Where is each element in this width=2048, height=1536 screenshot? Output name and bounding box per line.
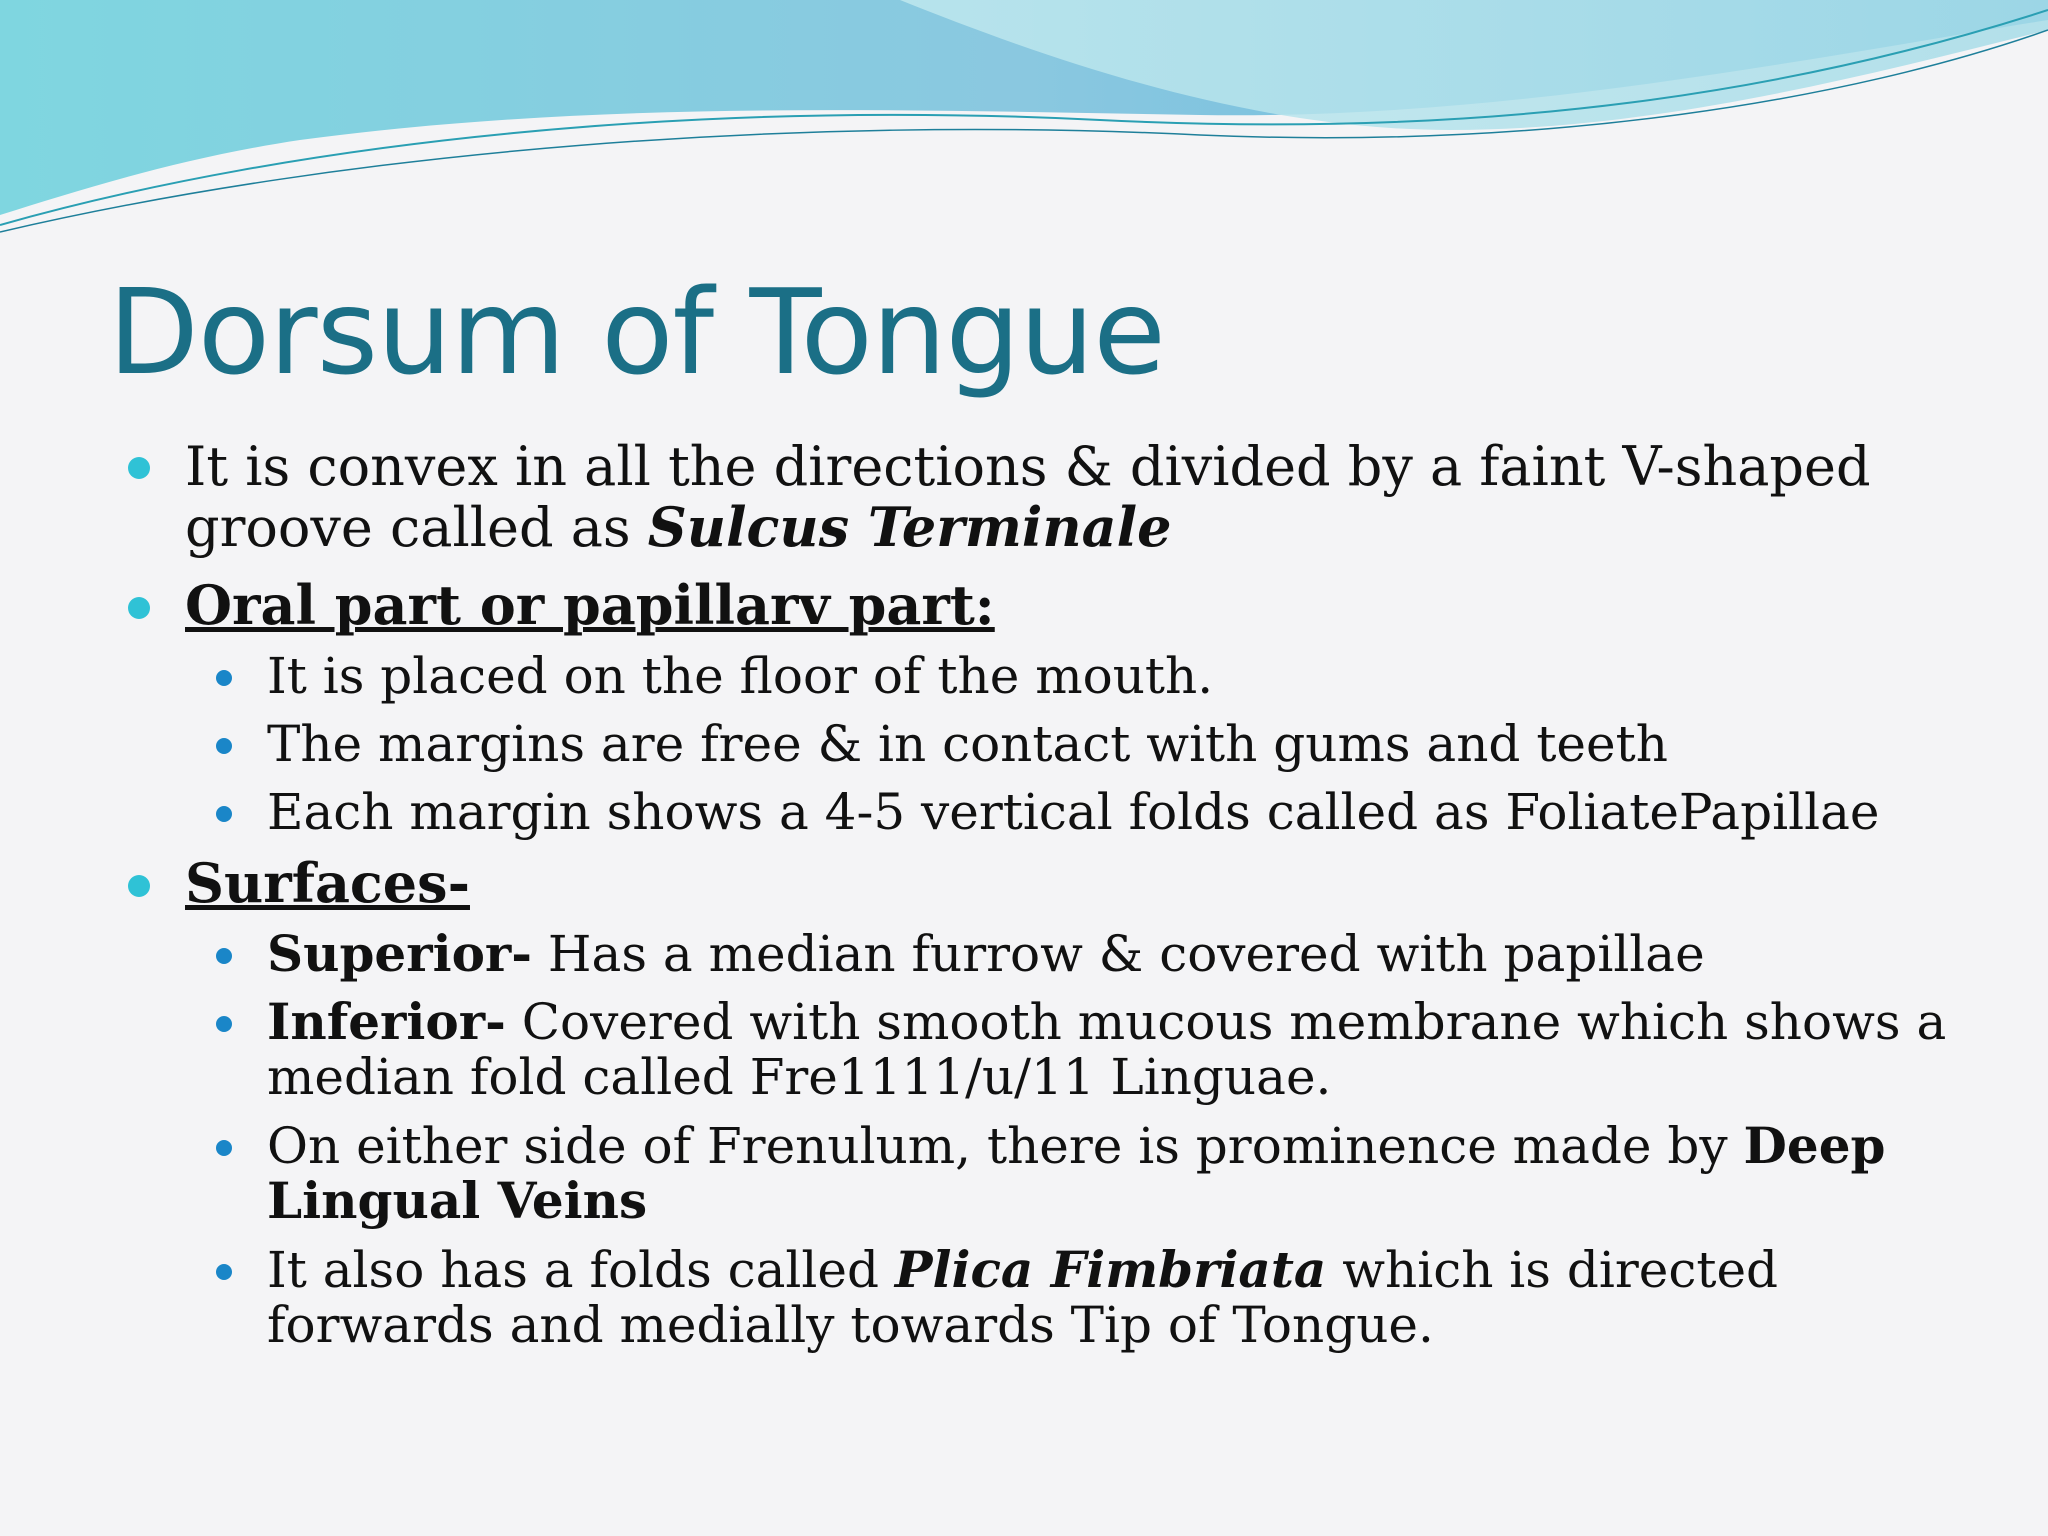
slide-title: Dorsum of Tongue (108, 263, 1165, 401)
superior-label: Superior- (267, 924, 533, 983)
surfaces-heading (185, 853, 470, 914)
plica-text-1: It also has a folds called (267, 1241, 895, 1299)
oral-part-item-3: Each margin shows a 4-5 vertical folds called as FoliatePapillae (267, 783, 1880, 841)
bullet-icon (128, 597, 150, 619)
bullet-1-line-2 (185, 497, 1171, 558)
oral-part-item-2: The margins are free & in contact with gums and teeth (267, 715, 1668, 773)
deep-term: Deep (1743, 1116, 1886, 1175)
sub-bullet-icon (216, 948, 232, 964)
sulcus-terminale-term: Sulcus Terminale (647, 495, 1172, 559)
frenulum-text: On either side of Frenulum, there is prominence made by (267, 1117, 1744, 1175)
oral-part-item-1: It is placed on the floor of the mouth. (267, 647, 1214, 705)
superior-item (267, 924, 1705, 984)
oral-part-heading-text: Oral part or papillarv part: (185, 573, 995, 637)
frenulum-item-line-2: Lingual Veins (267, 1171, 648, 1230)
plica-item-line-2: forwards and medially towards Tip of Tongue. (267, 1296, 1434, 1354)
inferior-item-line-1 (267, 992, 1946, 1052)
inferior-item-line-2: median fold called Fre1111/u/11 Linguae. (267, 1048, 1332, 1106)
bullet-1-text: groove called as (185, 496, 648, 559)
inferior-label: Inferior- (267, 992, 506, 1051)
sub-bullet-icon (216, 1264, 232, 1280)
plica-text-2: which is directed (1326, 1241, 1779, 1299)
plica-item-line-1 (267, 1240, 1778, 1300)
frenulum-item-line-1 (267, 1116, 1886, 1176)
superior-text: Has a median furrow & covered with papillae (532, 925, 1705, 983)
surfaces-heading-text: Surfaces- (185, 851, 470, 915)
sub-bullet-icon (216, 1016, 232, 1032)
sub-bullet-icon (216, 806, 232, 822)
bullet-icon (128, 457, 150, 479)
inferior-text: Covered with smooth mucous membrane which shows a (505, 993, 1947, 1051)
plica-fimbriata-term: Plica Fimbriata (894, 1240, 1327, 1299)
sub-bullet-icon (216, 1140, 232, 1156)
bullet-icon (128, 875, 150, 897)
bullet-1-line-1: It is convex in all the directions & divided by a faint V-shaped (185, 435, 1871, 498)
oral-part-heading (185, 575, 995, 636)
sub-bullet-icon (216, 738, 232, 754)
sub-bullet-icon (216, 670, 232, 686)
